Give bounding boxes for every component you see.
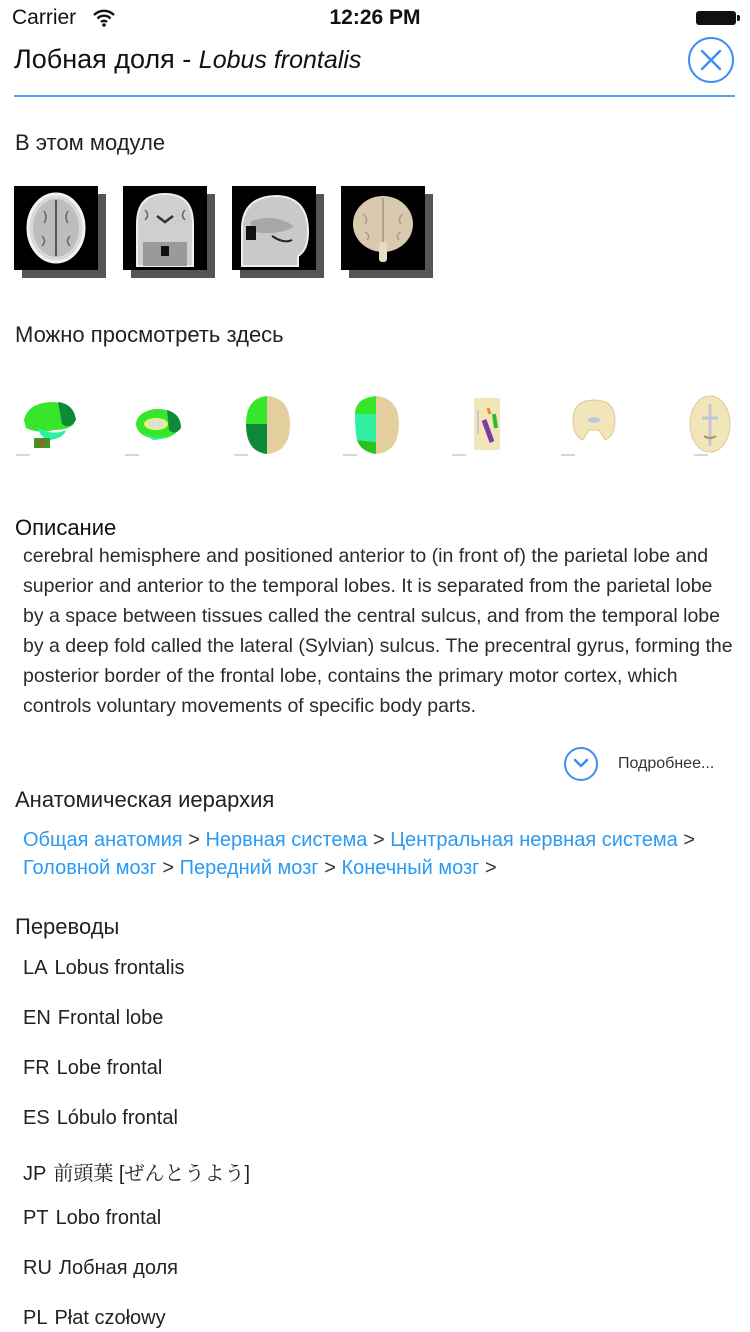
- hierarchy-separator: >: [182, 829, 206, 851]
- hierarchy-link[interactable]: Головной мозг: [23, 857, 157, 879]
- view-caption: [343, 454, 357, 456]
- translation-row: [23, 1207, 161, 1230]
- translation-row: [23, 1257, 178, 1280]
- module-thumb-mri-sagittal[interactable]: [232, 186, 316, 270]
- view-thumb-superior-2[interactable]: [341, 390, 411, 460]
- translation-term: Lobus frontalis: [54, 957, 185, 979]
- language-code: PL: [23, 1307, 48, 1329]
- language-code: ES: [23, 1107, 50, 1129]
- description-text: cerebral hemisphere and positioned anterior to (in front of) the parietal lobe and superior and anterior to the temporal lobes. It is separated from the parietal lobe by a space between tissues called the central sulcus, and from the temporal lobe by a deep fold called the lateral (Sylvian) sulcus. The precentral gyrus, forming the posterior border of the frontal lobe, contains the primary motor cortex, which controls voluntary movements of specific body parts.: [23, 545, 733, 717]
- language-code: RU: [23, 1257, 52, 1279]
- translations-title: Переводы: [15, 914, 120, 939]
- brain-3d-image: [341, 186, 425, 270]
- hierarchy-link[interactable]: Конечный мозг: [341, 857, 480, 879]
- carrier-label: Carrier: [12, 6, 77, 29]
- hierarchy-link[interactable]: Передний мозг: [179, 857, 319, 879]
- hierarchy-separator: >: [367, 829, 391, 851]
- module-thumb-mri-axial[interactable]: [14, 186, 98, 270]
- translation-term: Лобная доля: [58, 1257, 179, 1279]
- battery-icon: [696, 11, 736, 25]
- medial-view-image: [123, 390, 193, 460]
- title-russian: Лобная доля -: [14, 44, 199, 74]
- module-section-title: В этом модуле: [15, 130, 166, 155]
- translation-row: [23, 1307, 166, 1330]
- language-code: LA: [23, 957, 48, 979]
- title-latin: Lobus frontalis: [198, 46, 362, 74]
- hierarchy-separator: >: [677, 829, 696, 851]
- superior-view-1-image: [232, 390, 302, 460]
- view-thumb-axial-section[interactable]: [668, 390, 738, 460]
- language-code: PT: [23, 1207, 49, 1229]
- lateral-view-image: [14, 390, 84, 460]
- chevron-down-icon: [573, 758, 589, 770]
- close-icon: [699, 48, 723, 72]
- hierarchy-separator: >: [156, 857, 180, 879]
- hierarchy-title: Анатомическая иерархия: [15, 787, 275, 812]
- translation-term: 前頭葉 [ぜんとうよう]: [53, 1163, 251, 1185]
- translation-term: Lóbulo frontal: [56, 1107, 178, 1129]
- module-thumb-mri-coronal[interactable]: [123, 186, 207, 270]
- hierarchy-breadcrumb: [23, 826, 723, 882]
- views-section-title: Можно просмотреть здесь: [15, 322, 284, 347]
- superior-view-2-image: [341, 390, 411, 460]
- language-code: JP: [23, 1163, 47, 1185]
- view-caption: [125, 454, 139, 456]
- translation-row: [23, 1057, 162, 1080]
- view-thumb-superior-1[interactable]: [232, 390, 302, 460]
- hierarchy-link[interactable]: Нервная система: [205, 829, 368, 851]
- description-title: Описание: [15, 515, 117, 540]
- axial-section-image: [668, 390, 738, 460]
- translation-row: [23, 957, 185, 980]
- clock: 12:26 PM: [329, 6, 421, 29]
- translation-term: Lobe frontal: [56, 1057, 163, 1079]
- translation-term: Frontal lobe: [57, 1007, 164, 1029]
- translation-row: [23, 1107, 178, 1130]
- language-code: EN: [23, 1007, 51, 1029]
- view-caption: [234, 454, 248, 456]
- hierarchy-separator: >: [318, 857, 342, 879]
- language-code: FR: [23, 1057, 50, 1079]
- view-thumb-medial[interactable]: [123, 390, 193, 460]
- view-caption: [16, 454, 30, 456]
- view-caption: [452, 454, 466, 456]
- view-thumb-sagittal-section[interactable]: [450, 390, 520, 460]
- view-thumb-coronal-section[interactable]: [559, 390, 629, 460]
- read-more-button[interactable]: [564, 747, 598, 781]
- close-button[interactable]: [688, 37, 734, 83]
- coronal-section-image: [559, 390, 629, 460]
- hierarchy-link[interactable]: Центральная нервная система: [390, 829, 678, 851]
- translation-row: [23, 1007, 163, 1030]
- read-more-link[interactable]: Подробнее...: [618, 755, 715, 772]
- view-caption: [561, 454, 575, 456]
- mri-axial-image: [14, 186, 98, 270]
- sagittal-section-image: [450, 390, 520, 460]
- hierarchy-separator: >: [479, 857, 497, 879]
- hierarchy-link[interactable]: Общая анатомия: [23, 829, 183, 851]
- translation-row: [23, 1157, 250, 1186]
- header-divider: [14, 95, 735, 97]
- translation-term: Lobo frontal: [55, 1207, 162, 1229]
- mri-coronal-image: [123, 186, 207, 270]
- page-title: [14, 44, 361, 75]
- mri-sagittal-image: [232, 186, 316, 270]
- module-thumb-brain-3d[interactable]: [341, 186, 425, 270]
- view-thumb-lateral[interactable]: [14, 390, 84, 460]
- view-caption: [694, 454, 708, 456]
- translation-term: Płat czołowy: [54, 1307, 166, 1329]
